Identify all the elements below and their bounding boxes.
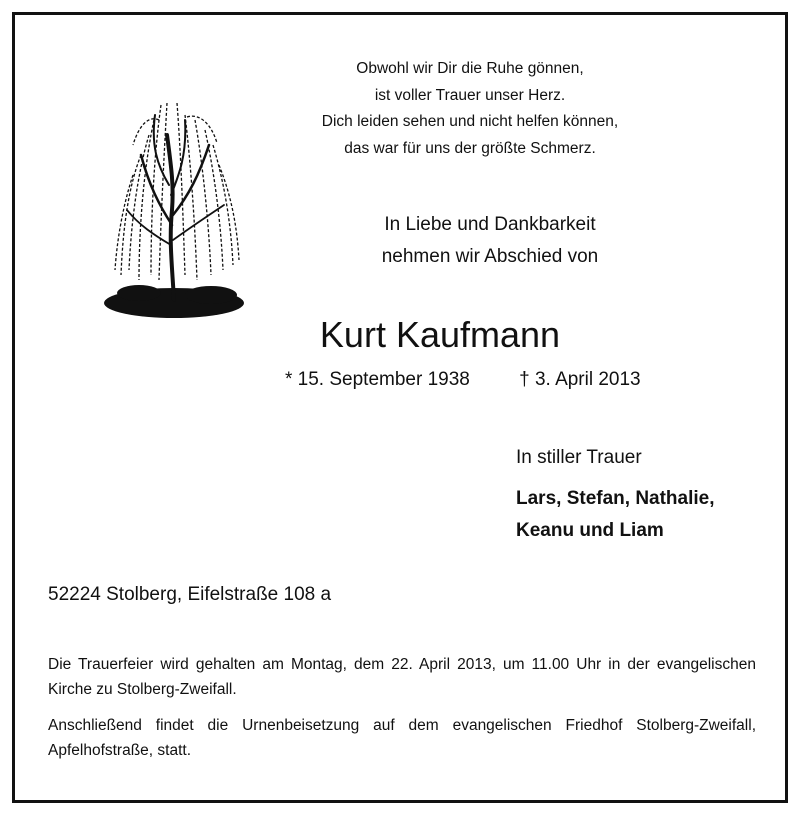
address: 52224 Stolberg, Eifelstraße 108 a [48, 584, 332, 605]
birth-date: * 15. September 1938 [285, 369, 470, 390]
death-date: † 3. April 2013 [519, 369, 641, 390]
life-dates [285, 367, 705, 393]
burial-info: Anschließend findet die Urnenbeisetzung auf dem evangelischen Friedhof Stolberg-Zweifall, Apfelhofstraße, statt. [48, 717, 756, 759]
family-line: Keanu und Liam [516, 520, 664, 541]
poem [295, 56, 645, 162]
deceased-name: Kurt Kaufmann [319, 314, 561, 355]
intro-line: In Liebe und Dankbarkeit [384, 214, 596, 235]
poem-line: das war für uns der größte Schmerz. [344, 139, 596, 157]
obituary-notice [12, 12, 788, 803]
poem-line: Dich leiden sehen und nicht helfen können, [321, 113, 619, 130]
poem-line: Obwohl wir Dir die Ruhe gönnen, [356, 60, 584, 77]
intro-line: nehmen wir Abschied von [381, 246, 599, 267]
family-line: Lars, Stefan, Nathalie, [516, 488, 715, 509]
poem-line: ist voller Trauer unser Herz. [374, 86, 566, 104]
family-names [516, 483, 715, 547]
weeping-willow-icon [99, 75, 249, 325]
mourning-label: In stiller Trauer [516, 447, 642, 468]
funeral-info: Die Trauerfeier wird gehalten am Montag, dem 22. April 2013, um 11.00 Uhr in der evangelischen Kirche zu Stolberg-Zweifall. [48, 656, 756, 698]
intro-text [315, 209, 665, 273]
